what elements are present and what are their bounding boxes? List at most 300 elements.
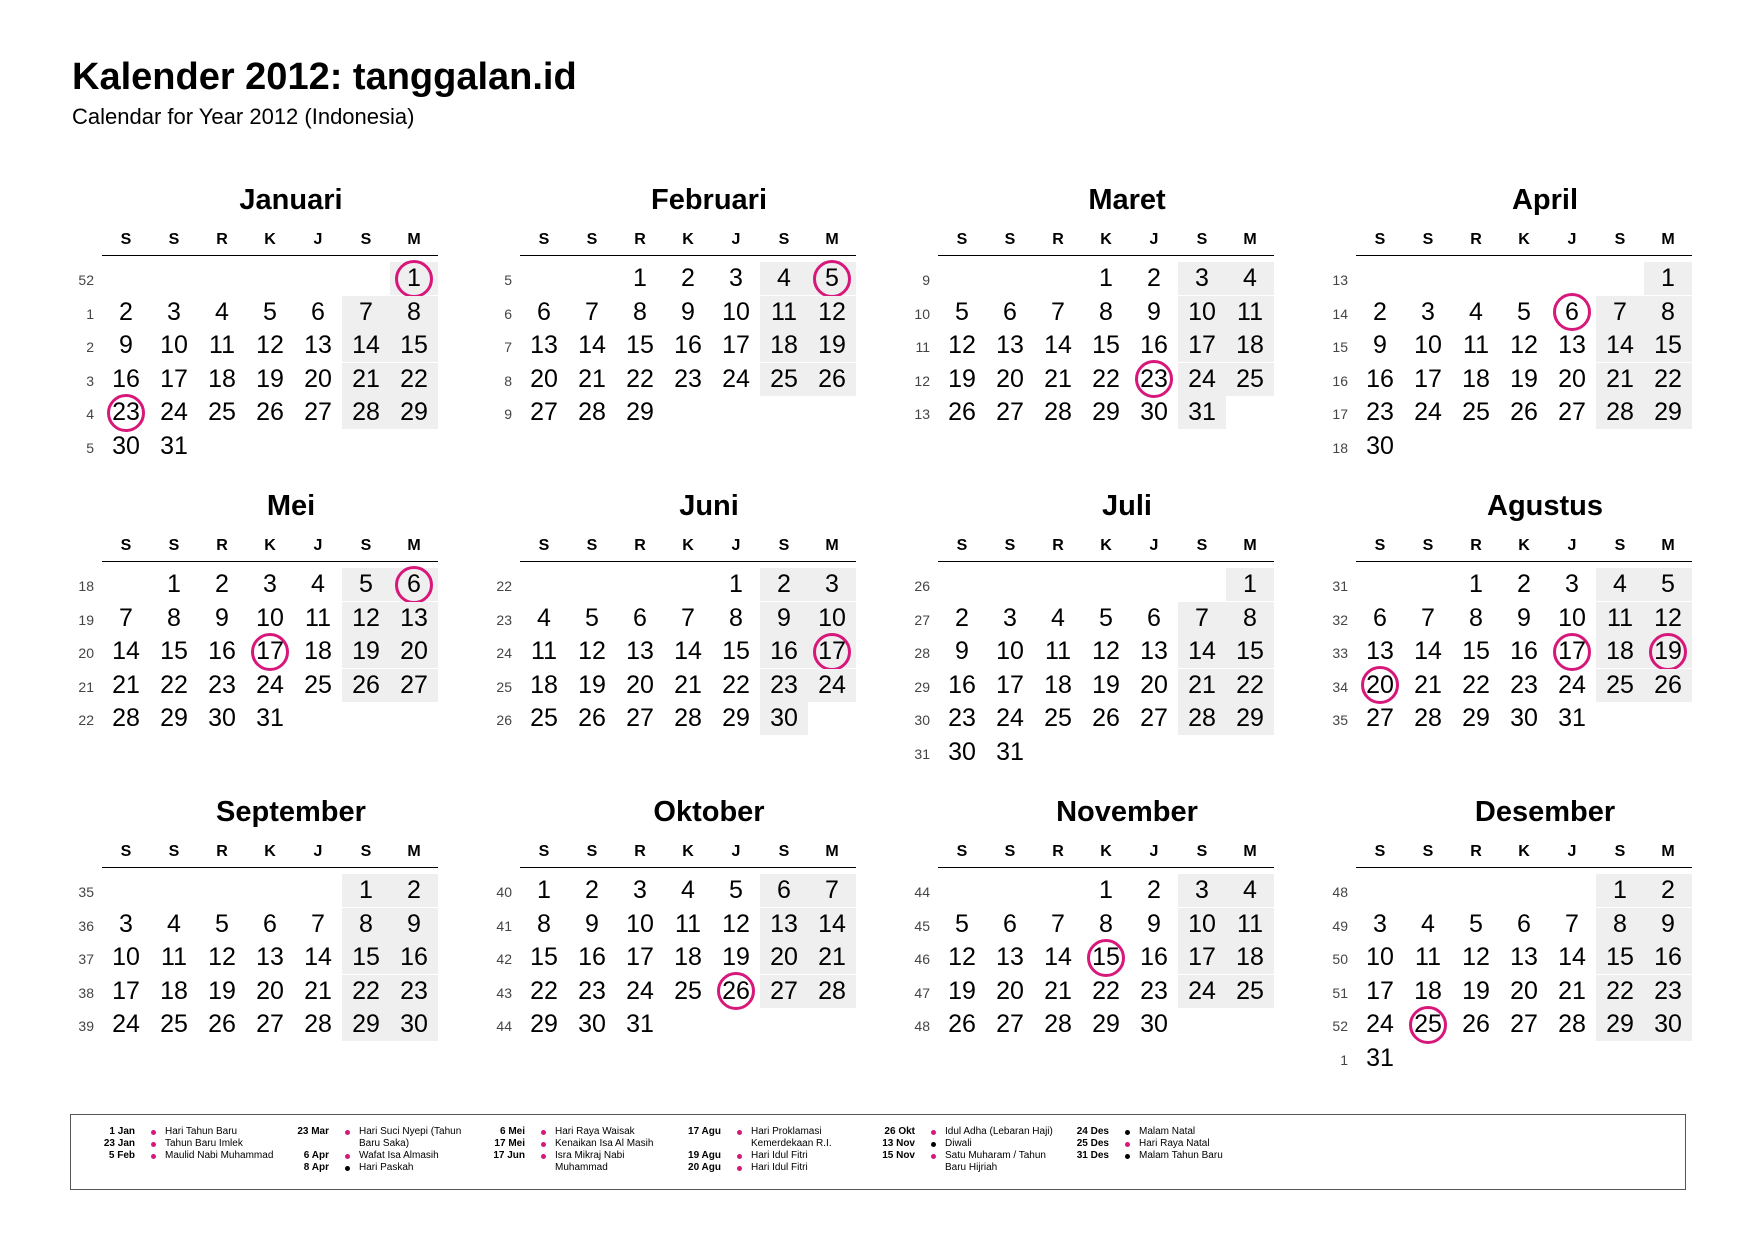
- day-number: 18: [770, 331, 798, 360]
- day-number: 27: [1558, 398, 1586, 427]
- week-number: 51: [1332, 984, 1348, 1001]
- day-cell: [1130, 702, 1178, 735]
- day-number: 21: [1558, 976, 1586, 1005]
- day-number: 7: [585, 297, 599, 326]
- week-number: 5: [86, 440, 94, 456]
- day-number: 4: [167, 909, 181, 938]
- day-number: 8: [407, 297, 421, 326]
- day-cell: [808, 363, 856, 396]
- day-number: 25: [1462, 398, 1490, 427]
- day-number: 22: [1654, 364, 1682, 393]
- day-cell: [1034, 669, 1082, 702]
- day-cell: [1500, 1008, 1548, 1041]
- legend-column: [671, 1126, 871, 1174]
- day-cell: [246, 941, 294, 974]
- legend-item: [865, 1150, 1065, 1174]
- day-number: 11: [209, 331, 235, 360]
- day-number: 1: [1469, 570, 1483, 598]
- day-cell: [616, 363, 664, 396]
- day-number: 5: [955, 909, 969, 938]
- day-cell: [198, 635, 246, 668]
- day-number: 9: [1517, 603, 1531, 632]
- day-cell: [760, 296, 808, 329]
- day-cell: [1644, 329, 1692, 362]
- day-number: 24: [722, 364, 750, 393]
- legend-item: [1059, 1150, 1259, 1162]
- day-number: 31: [256, 704, 284, 733]
- day-number: 26: [948, 1010, 976, 1039]
- day-cell: [294, 363, 342, 396]
- week-number: 26: [914, 578, 930, 594]
- day-cell: [1130, 975, 1178, 1008]
- day-number: 25: [674, 976, 702, 1005]
- day-number: 5: [955, 297, 969, 326]
- month-agustus: [1326, 490, 1734, 790]
- weekday-header: S: [956, 231, 968, 248]
- day-cell: [1226, 329, 1274, 362]
- day-cell: [1452, 941, 1500, 974]
- day-number: 19: [208, 976, 236, 1005]
- day-number: 6: [1147, 603, 1161, 632]
- day-number: 4: [681, 876, 695, 904]
- day-cell: [1644, 941, 1692, 974]
- day-number: 21: [1044, 976, 1072, 1005]
- day-cell: [1548, 363, 1596, 396]
- day-number: 24: [256, 670, 284, 699]
- day-number: 20: [996, 976, 1024, 1005]
- legend-item: [475, 1150, 675, 1174]
- weekday-header: S: [1004, 843, 1016, 860]
- day-number: 31: [996, 738, 1024, 766]
- weekday-header: S: [1614, 537, 1626, 554]
- day-cell: [1082, 635, 1130, 668]
- day-number: 9: [119, 331, 133, 360]
- day-cell: [520, 874, 568, 907]
- day-cell: [712, 262, 760, 295]
- day-cell: [1404, 329, 1452, 362]
- day-number: 17: [1558, 637, 1586, 666]
- weekday-header: J: [1149, 843, 1159, 860]
- day-number: 2: [1147, 876, 1161, 904]
- day-number: 7: [1051, 297, 1065, 326]
- day-number: 23: [1510, 670, 1538, 699]
- day-cell: [1130, 874, 1178, 907]
- national-holiday-dot-icon: [737, 1154, 742, 1159]
- day-cell: [1226, 941, 1274, 974]
- month-name: Desember: [1474, 796, 1616, 828]
- day-number: 26: [818, 364, 846, 393]
- day-cell: [1178, 702, 1226, 735]
- day-number: 6: [407, 570, 421, 598]
- weekday-header: K: [682, 537, 694, 554]
- weekday-header: R: [1470, 843, 1482, 860]
- day-number: 6: [1565, 297, 1579, 326]
- week-number: 6: [504, 305, 512, 322]
- day-cell: [1404, 363, 1452, 396]
- day-cell: [198, 363, 246, 396]
- day-cell: [294, 908, 342, 941]
- weekday-header: S: [778, 843, 790, 860]
- day-number: 20: [530, 364, 558, 393]
- day-cell: [246, 602, 294, 635]
- day-number: 12: [1510, 331, 1538, 360]
- day-number: 19: [948, 976, 976, 1005]
- holiday-date: 6 Mei: [499, 1126, 525, 1137]
- day-cell: [1404, 941, 1452, 974]
- week-number: 48: [1332, 884, 1348, 900]
- day-number: 22: [352, 976, 380, 1005]
- day-cell: [664, 635, 712, 668]
- legend-item: [1059, 1138, 1259, 1150]
- week-number: 16: [1332, 372, 1348, 389]
- day-number: 4: [1421, 909, 1435, 938]
- legend-item: [85, 1150, 285, 1162]
- day-cell: [1644, 296, 1692, 329]
- holiday-date: 26 Okt: [884, 1126, 915, 1137]
- day-cell: [1548, 329, 1596, 362]
- day-cell: [1178, 602, 1226, 635]
- week-number: 49: [1332, 917, 1348, 934]
- day-number: 1: [537, 876, 551, 904]
- day-cell: [246, 1008, 294, 1041]
- day-cell: [1082, 1008, 1130, 1041]
- day-cell-holiday: [1548, 296, 1596, 329]
- day-number: 7: [1565, 909, 1579, 938]
- day-number: 8: [359, 909, 373, 938]
- day-number: 18: [1414, 976, 1442, 1005]
- weekday-header: M: [407, 231, 421, 248]
- day-cell: [1356, 975, 1404, 1008]
- day-cell: [808, 602, 856, 635]
- day-cell: [938, 329, 986, 362]
- day-number: 17: [1188, 943, 1216, 972]
- day-number: 28: [1558, 1010, 1586, 1039]
- day-number: 12: [352, 603, 380, 632]
- day-cell: [986, 1008, 1034, 1041]
- day-cell: [150, 430, 198, 463]
- day-number: 11: [1045, 637, 1071, 666]
- weekday-header: J: [313, 231, 323, 248]
- day-number: 29: [1092, 1010, 1120, 1039]
- day-number: 29: [400, 398, 428, 427]
- day-number: 12: [208, 943, 236, 972]
- day-number: 17: [1414, 364, 1442, 393]
- day-number: 26: [1654, 670, 1682, 699]
- day-number: 4: [311, 570, 325, 598]
- day-number: 23: [674, 364, 702, 393]
- day-cell: [246, 568, 294, 601]
- weekday-header: S: [1004, 231, 1016, 248]
- day-cell: [808, 669, 856, 702]
- day-cell: [102, 669, 150, 702]
- week-number: 4: [86, 406, 94, 423]
- legend-item: [671, 1150, 871, 1162]
- day-cell: [986, 702, 1034, 735]
- day-cell: [1596, 1008, 1644, 1041]
- day-number: 3: [1565, 570, 1579, 598]
- day-cell: [150, 908, 198, 941]
- day-cell: [1178, 262, 1226, 295]
- day-cell: [1404, 702, 1452, 735]
- week-number: 28: [914, 645, 930, 662]
- day-cell: [712, 568, 760, 601]
- day-cell: [1596, 602, 1644, 635]
- day-number: 20: [1140, 670, 1168, 699]
- day-number: 6: [1373, 603, 1387, 632]
- week-number: 7: [504, 339, 512, 356]
- day-cell-holiday: [390, 262, 438, 295]
- day-number: 24: [626, 976, 654, 1005]
- day-cell: [1404, 602, 1452, 635]
- day-number: 20: [996, 364, 1024, 393]
- month-september: [72, 796, 480, 1096]
- day-cell: [1178, 908, 1226, 941]
- week-number: 9: [922, 272, 930, 288]
- day-cell: [568, 602, 616, 635]
- day-cell: [568, 635, 616, 668]
- day-cell: [1226, 874, 1274, 907]
- day-cell: [808, 975, 856, 1008]
- week-number: 2: [86, 339, 94, 356]
- day-cell: [1500, 635, 1548, 668]
- legend-item: [85, 1138, 285, 1150]
- holiday-date: 1 Jan: [109, 1126, 135, 1137]
- day-cell: [1034, 908, 1082, 941]
- weekday-header: R: [634, 843, 646, 860]
- day-number: 11: [161, 943, 187, 972]
- day-cell: [390, 363, 438, 396]
- weekday-header: S: [956, 843, 968, 860]
- day-cell: [986, 941, 1034, 974]
- day-cell: [246, 329, 294, 362]
- day-cell: [568, 1008, 616, 1041]
- day-number: 16: [770, 637, 798, 666]
- day-cell: [1178, 635, 1226, 668]
- weekday-header: J: [1567, 843, 1577, 860]
- day-cell: [1452, 363, 1500, 396]
- day-cell: [760, 669, 808, 702]
- day-cell: [1130, 941, 1178, 974]
- day-number: 3: [633, 876, 647, 904]
- day-cell: [1178, 669, 1226, 702]
- weekday-header: S: [1004, 537, 1016, 554]
- day-cell: [1356, 1042, 1404, 1075]
- day-cell: [198, 975, 246, 1008]
- day-number: 7: [359, 297, 373, 326]
- day-cell: [342, 908, 390, 941]
- day-number: 16: [400, 943, 428, 972]
- weekday-header: S: [360, 231, 372, 248]
- day-cell: [1226, 635, 1274, 668]
- day-cell: [1404, 396, 1452, 429]
- day-number: 1: [359, 876, 373, 904]
- day-cell: [1356, 430, 1404, 463]
- day-cell: [1130, 1008, 1178, 1041]
- day-cell: [342, 296, 390, 329]
- day-number: 21: [818, 943, 846, 972]
- day-number: 12: [256, 331, 284, 360]
- day-cell: [568, 669, 616, 702]
- day-number: 25: [1236, 976, 1264, 1005]
- month-name: September: [216, 796, 366, 828]
- day-cell: [712, 329, 760, 362]
- day-cell: [342, 635, 390, 668]
- week-number: 21: [78, 678, 94, 695]
- day-number: 24: [1188, 364, 1216, 393]
- day-cell: [1082, 702, 1130, 735]
- weekday-header: S: [778, 537, 790, 554]
- day-number: 20: [400, 637, 428, 666]
- day-cell: [246, 975, 294, 1008]
- day-cell: [294, 1008, 342, 1041]
- day-cell: [1644, 1008, 1692, 1041]
- header-rule: [1356, 561, 1692, 562]
- weekday-header: R: [1052, 231, 1064, 248]
- day-cell: [1644, 602, 1692, 635]
- week-number: 39: [78, 1018, 94, 1035]
- day-cell-holiday: [712, 975, 760, 1008]
- holiday-date: 20 Agu: [688, 1162, 721, 1173]
- day-number: 29: [160, 704, 188, 733]
- holiday-name: Hari Proklamasi Kemerdekaan R.I.: [751, 1126, 832, 1149]
- day-cell: [520, 908, 568, 941]
- weekday-header: S: [1374, 537, 1386, 554]
- legend-item: [865, 1126, 1065, 1138]
- day-cell: [1596, 396, 1644, 429]
- day-number: 8: [1243, 603, 1257, 632]
- week-number: 45: [914, 917, 930, 934]
- day-number: 24: [160, 398, 188, 427]
- week-number: 13: [1332, 272, 1348, 288]
- day-cell: [760, 363, 808, 396]
- day-cell-holiday: [390, 568, 438, 601]
- day-cell: [1596, 908, 1644, 941]
- week-number: 37: [78, 951, 94, 968]
- week-number: 44: [914, 884, 930, 900]
- weekday-header: S: [1614, 231, 1626, 248]
- weekday-header: M: [407, 537, 421, 554]
- day-number: 4: [1469, 297, 1483, 326]
- weekday-header: R: [1470, 231, 1482, 248]
- day-cell: [1034, 363, 1082, 396]
- day-number: 14: [1606, 331, 1634, 360]
- day-number: 26: [1462, 1010, 1490, 1039]
- holiday-name: Maulid Nabi Muhammad: [165, 1150, 274, 1161]
- day-number: 27: [770, 976, 798, 1005]
- day-cell: [568, 363, 616, 396]
- day-number: 3: [1195, 876, 1209, 904]
- day-number: 1: [407, 264, 421, 292]
- day-cell: [1178, 941, 1226, 974]
- day-cell: [1226, 363, 1274, 396]
- day-number: 9: [1373, 331, 1387, 360]
- day-number: 14: [1044, 943, 1072, 972]
- week-number: 31: [914, 746, 930, 762]
- day-number: 21: [1414, 670, 1442, 699]
- day-number: 22: [1606, 976, 1634, 1005]
- day-cell: [1130, 602, 1178, 635]
- holiday-name: Hari Tahun Baru: [165, 1126, 238, 1137]
- day-number: 18: [674, 943, 702, 972]
- month-name: Mei: [266, 490, 316, 522]
- day-number: 5: [263, 297, 277, 326]
- day-number: 22: [530, 976, 558, 1005]
- day-number: 21: [352, 364, 380, 393]
- day-cell: [1178, 363, 1226, 396]
- day-number: 27: [1510, 1010, 1538, 1039]
- week-number: 8: [504, 372, 512, 389]
- day-number: 14: [674, 637, 702, 666]
- week-number: 30: [914, 712, 930, 729]
- day-number: 9: [955, 637, 969, 666]
- holiday-date: 17 Jun: [493, 1150, 525, 1161]
- legend-item: [279, 1126, 479, 1150]
- day-cell: [102, 1008, 150, 1041]
- weekday-header: K: [264, 843, 276, 860]
- day-number: 18: [530, 670, 558, 699]
- page-subtitle: Calendar for Year 2012 (Indonesia): [72, 104, 415, 129]
- day-number: 19: [948, 364, 976, 393]
- day-cell: [1500, 941, 1548, 974]
- day-number: 27: [256, 1010, 284, 1039]
- page-title: Kalender 2012: tanggalan.id: [72, 56, 577, 98]
- day-cell: [294, 669, 342, 702]
- day-cell-holiday: [246, 635, 294, 668]
- day-cell: [1452, 329, 1500, 362]
- day-number: 29: [626, 398, 654, 427]
- week-number: 19: [78, 611, 94, 628]
- day-number: 25: [208, 398, 236, 427]
- weekday-header: S: [360, 843, 372, 860]
- day-number: 6: [311, 297, 325, 326]
- day-cell: [1356, 941, 1404, 974]
- day-cell: [1178, 296, 1226, 329]
- national-holiday-dot-icon: [1125, 1142, 1130, 1147]
- day-number: 24: [1558, 670, 1586, 699]
- legend-item: [475, 1138, 675, 1150]
- day-cell: [198, 296, 246, 329]
- day-cell: [568, 975, 616, 1008]
- day-number: 17: [160, 364, 188, 393]
- day-number: 10: [256, 603, 284, 632]
- day-number: 19: [578, 670, 606, 699]
- week-number: 43: [496, 984, 512, 1001]
- month-mei: [72, 490, 480, 790]
- day-number: 13: [770, 909, 798, 938]
- weekday-header: S: [168, 537, 180, 554]
- holiday-name: Diwali: [945, 1138, 972, 1149]
- day-cell: [568, 329, 616, 362]
- day-cell: [1082, 669, 1130, 702]
- day-cell: [246, 296, 294, 329]
- month-name: Juli: [1102, 490, 1152, 522]
- day-cell: [150, 396, 198, 429]
- day-number: 8: [537, 909, 551, 938]
- legend-item: [279, 1162, 479, 1174]
- day-number: 13: [1510, 943, 1538, 972]
- day-cell: [390, 874, 438, 907]
- day-cell: [1644, 568, 1692, 601]
- month-maret: [908, 184, 1316, 484]
- day-number: 14: [578, 331, 606, 360]
- month-name: November: [1056, 796, 1198, 828]
- week-number: 1: [86, 305, 94, 322]
- day-number: 5: [1517, 297, 1531, 326]
- day-number: 22: [722, 670, 750, 699]
- week-number: 9: [504, 406, 512, 423]
- day-number: 10: [818, 603, 846, 632]
- day-number: 28: [1044, 1010, 1072, 1039]
